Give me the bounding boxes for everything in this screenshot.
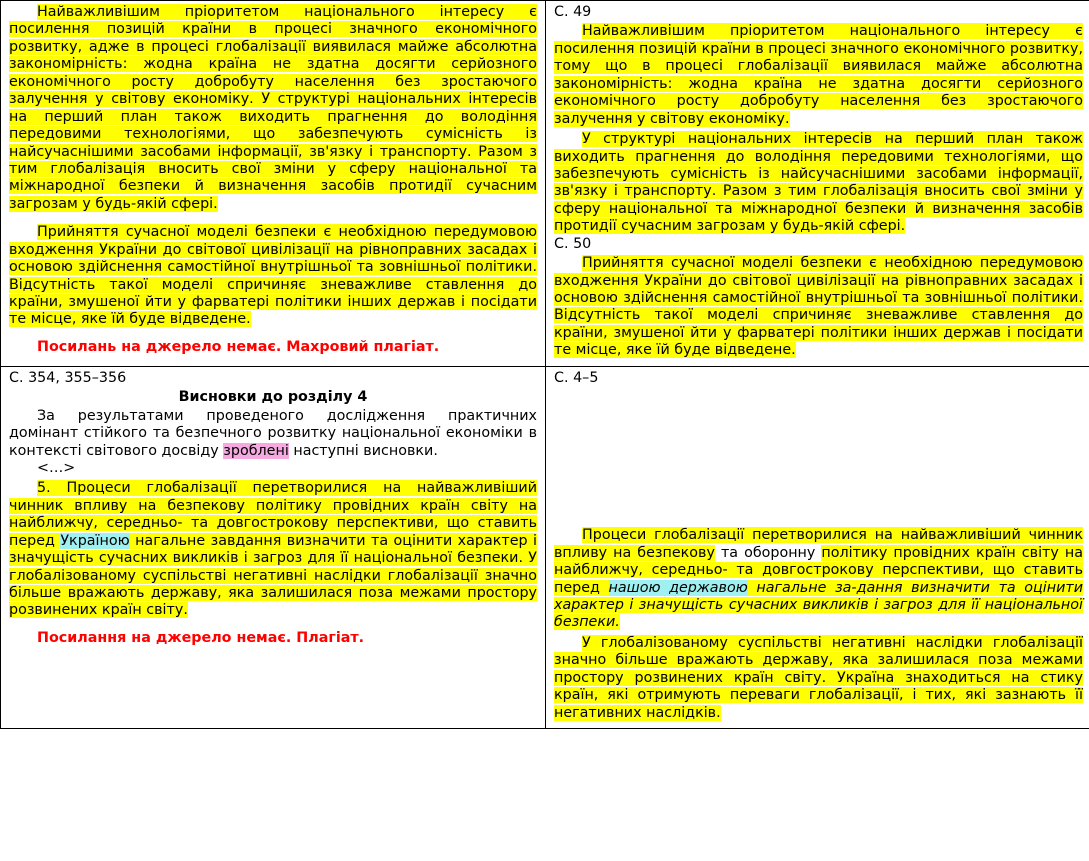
cell-source-right-bottom — [546, 366, 1089, 728]
cell-source-right-top — [546, 1, 1089, 367]
page-reference: С. 49 — [554, 4, 592, 20]
ellipsis-marker: <…> — [37, 459, 76, 476]
paragraph-text: Найважливішим пріоритетом національного інтересу є посилення позицій країни в процесі значного економічного розвитку, тому що в процесі глобалізації виявилася майже абсолютна закономірність: жодна країна не здатна досягти серйозного економічного росту добробуту населення без зростаючого залучення у світову економіку. — [554, 23, 1083, 127]
cell-original-left-bottom — [1, 366, 546, 728]
paragraph-text: нагальне за- — [747, 579, 857, 596]
paragraph-text: та оборонну — [714, 544, 822, 561]
paragraph-text: Прийняття сучасної моделі безпеки є необхідною передумовою входження України до світової цивілізації на рівноправних засадах і основою здійснення самостійної внутрішньої та зовнішньої політики. Відсутність такої моделі спричиняє зневажливе ставлення до країни, змушеної йти у фарватері політики інших держав і посідати те місце, яке їй буде відведене. — [9, 224, 537, 328]
highlight-cyan: нашою державою — [608, 579, 748, 596]
table-row — [1, 1, 1089, 367]
plagiarism-note: Посилання на джерело немає. Плагіат. — [37, 629, 365, 646]
paragraph-text: Прийняття сучасної моделі безпеки є необхідною передумовою входження України до світової цивілізації на рівноправних засадах і основою здійснення самостійної внутрішньої та зовнішньої політики. Відсутність такої моделі спричиняє зневажливе ставлення до країни, змушеної йти у фарватері політики інших держав і посідати те місце, яке їй буде відведене. — [554, 255, 1083, 359]
paragraph-text: політику провідних країн світу на найближчу, середньо- та довгострокову перспективи, що ставить перед — [554, 544, 1083, 596]
paragraph-text: наступні висновки. — [288, 442, 438, 459]
page-reference: С. 354, 355–356 — [9, 369, 127, 386]
table-row — [1, 366, 1089, 728]
section-heading: Висновки до розділу 4 — [178, 389, 368, 406]
cell-original-left-top — [1, 1, 546, 367]
paragraph-text: нагальне завдання визначити та оцінити характер і значущість сучасних викликів і загроз для її національної безпеки. У глобалізованому суспільстві негативні наслідки глобалізації значно більше вражають державу, яка залишилася поза межами простору розвинених країн світу. — [9, 532, 537, 619]
paragraph-text: У структурі національних інтересів на перший план також виходить прагнення до володіння передовими технологіями, що забезпечують сумісність із найсучаснішими засобами інформації, зв'язку і транспорту. Разом з тим глобалізація вносить свої зміни у сферу національної та міжнародної безпеки й визначення засобів протидії сучасним загрозам у будь-якій сфері. — [554, 131, 1083, 235]
plagiarism-note: Посилань на джерело немає. Махровий плагіат. — [37, 338, 440, 355]
paragraph-text: У глобалізованому суспільстві негативні наслідки глобалізації значно більше вражають державу, яка залишилася поза межами простору розвинених країн світу. Україна знаходиться на стику країн, які отримують переваги глобалізації, і тих, які зазнають її негативних наслідків. — [554, 634, 1083, 721]
page-reference: С. 4–5 — [554, 369, 599, 386]
paragraph-text: За результатами проведеного дослідження практичних домінант стійкого та безпечного розвитку національної економіки в контексті світового досвіду — [9, 407, 537, 459]
paragraph-text: дання визначити та оцінити характер і значущість сучасних викликів і загроз для її національної безпеки. — [554, 579, 1083, 631]
paragraph-text: Процеси глобалізації перетворилися на найважливіший чинник впливу на безпекову — [554, 527, 1083, 561]
highlight-magenta: зроблені — [223, 442, 289, 459]
paragraph-text: Найважливішим пріоритетом національного інтересу є посилення позицій країни в процесі значного економічного розвитку, адже в процесі глобалізації виявилася майже абсолютна закономірність: жодна країна не здатна досягти серйозного економічного росту добробуту населення без зростаючого залучення у світову економіку. У структурі національних інтересів на перший план також виходить прагнення до володіння передовими технологіями, що забезпечують сумісність із найсучаснішими засобами інформації, зв'язку і транспорту. Разом з тим глобалізація вносить свої зміни у сферу національної та міжнародної безпеки й визначення засобів протидії сучасним загрозам у будь-якій сфері. — [9, 4, 537, 212]
page-reference-inline: С. 50 — [554, 235, 592, 252]
blank-spacer — [554, 389, 1083, 527]
paragraph-text: 5. Процеси глобалізації перетворилися на найважливіший чинник впливу на безпекову політику провідних країн світу на найближчу, середньо- та довгострокову перспективи, що ставить перед — [9, 480, 537, 549]
highlight-cyan: Україною — [60, 532, 130, 549]
